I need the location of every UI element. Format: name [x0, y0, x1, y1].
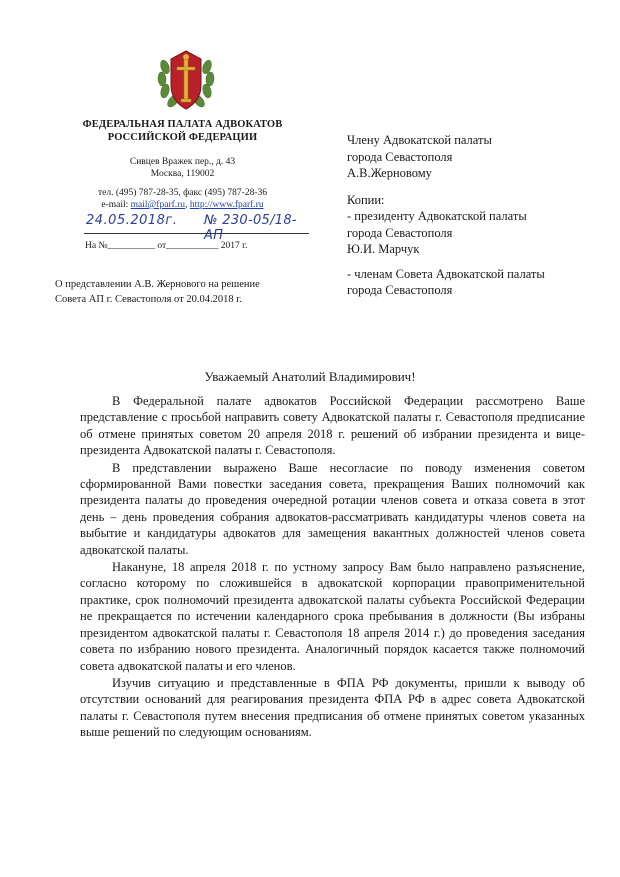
body-paragraph-1: В Федеральной палате адвокатов Российской Федерации рассмотрено Ваше представление с просьбой направить совету Адвокатской палаты г. Севастополя предписание об отмене принятых советом 20 апреля 2018 г. решений об избрании президента и вице-президента Адвокатской палаты г. Севастополя.	[80, 394, 585, 458]
copies-label: Копии:	[347, 192, 385, 207]
org-line-1: ФЕДЕРАЛЬНАЯ ПАЛАТА АДВОКАТОВ	[82, 119, 283, 130]
handwritten-registration	[86, 213, 306, 243]
organization-address	[55, 156, 310, 180]
reply-reference-line: На №__________ от___________ 2017 г.	[85, 241, 248, 251]
body-paragraph-3: Накануне, 18 апреля 2018 г. по устному запросу Вам было направлено разъяснение, согласно которому по сложившейся в адвокатской корпорации правоприменительной практике, срок полномочий президента адвокатской палаты субъекта Российской Федерации не прекращается по истечении календарного срока пребывания в должности (Вы избраны президентом адвокатской палаты г. Севастополя 18 апреля 2014 г.) до проведения заседания совета по избранию нового президента. Аналогичный порядок касается также полномочий совета адвокатской палаты и его членов.	[80, 560, 585, 673]
handwritten-date: 24.05.2018г.	[86, 213, 178, 228]
address-line-2: Москва, 119002	[150, 169, 215, 179]
subject-line-1: О представлении А.В. Жернового на решение	[55, 279, 260, 290]
address-line-1: Сивцев Вражек пер., д. 43	[129, 157, 236, 167]
email-link[interactable]: mail@fparf.ru	[130, 200, 186, 210]
registration-divider	[84, 233, 309, 234]
recipients-block	[347, 132, 597, 299]
email-separator: ,	[185, 200, 190, 210]
greeting: Уважаемый Анатолий Владимирович!	[204, 369, 416, 384]
phone-fax: тел. (495) 787-28-35, факс (495) 787-28-36	[97, 188, 267, 198]
copy-recipient-president: - президенту Адвокатской палаты города Севастополя Ю.И. Марчук	[347, 209, 527, 256]
letter-body	[80, 393, 585, 742]
subject-line-2: Совета АП г. Севастополя от 20.04.2018 г.	[55, 294, 242, 305]
website-link[interactable]: http://www.fparf.ru	[189, 200, 264, 210]
letter-subject	[55, 277, 320, 307]
email-label: e-mail:	[101, 200, 131, 210]
body-paragraph-2: В представлении выражено Ваше несогласие по поводу изменения советом сформированной Вами повестки заседания совета, прекращения Ваших полномочий как президента палаты до проведения очередной ротации членов совета и отказа совета в этот день – день проведения собрания адвокатов-рассматривать кандидатуры членов совета на выбытие и кандидатуры адвокатов для замещения вакантных должностей членов совета адвокатской палаты.	[80, 460, 585, 557]
copy-recipient-council: - членам Совета Адвокатской палаты города Севастополя	[347, 266, 545, 297]
org-line-2: РОССИЙСКОЙ ФЕДЕРАЦИИ	[107, 132, 258, 143]
body-paragraph-4: Изучив ситуацию и представленные в ФПА РФ документы, пришли к выводу об отсутствии оснований для реагирования президента ФПА РФ в адрес совета Адвокатской палаты г. Севастополя путем внесения предписания об отмене принятых советом указанных выше решений по следующим основаниям.	[80, 675, 585, 740]
organization-name	[55, 118, 310, 144]
handwritten-number: № 230-05/18-АП	[204, 213, 297, 243]
main-recipient: Члену Адвокатской палаты города Севастополя А.В.Жерновому	[347, 133, 492, 180]
email-web-line	[55, 199, 310, 211]
fpa-emblem-logo	[155, 45, 217, 115]
organization-contacts	[55, 187, 310, 211]
